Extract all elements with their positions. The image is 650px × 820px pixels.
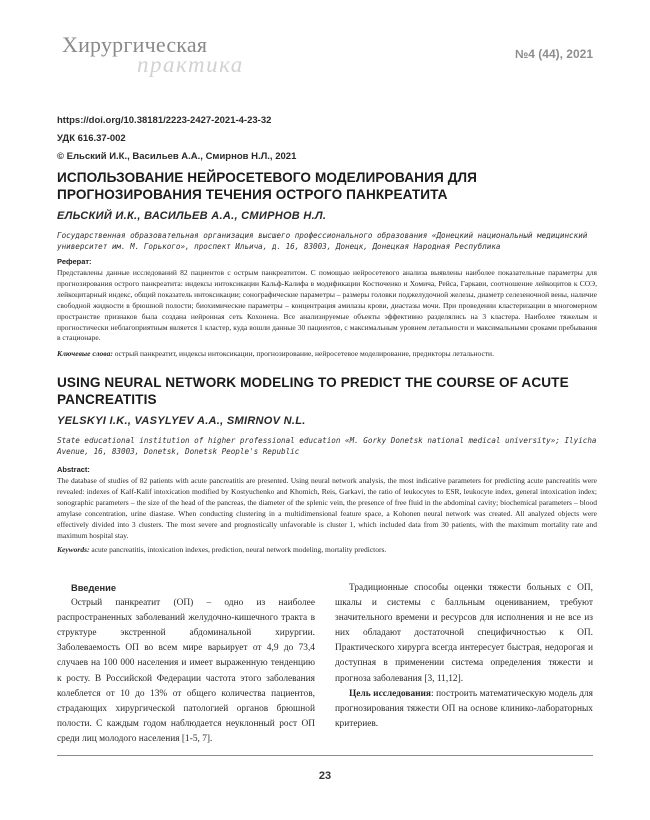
footer-rule [57,755,593,756]
affiliation-russian: Государственная образовательная организация высшего профессионального образования «Донецкий национальный медицинский университет им. М. Горького», проспект Ильича, д. 16, 83003, Донецк, Донецкая Народная Республика [57,231,588,251]
aim-label: Цель исследования [349,688,432,699]
journal-logo [57,30,244,80]
abstract-russian: Представлены данные исследований 82 пациентов с острым панкреатитом. С помощью нейросетевого анализа выявлены наиболее показательные параметры для прогнозирования острого панкреатита: индексы интоксикации Кальф-Калифа в модификации Костюченко и Хомича, Рейса, Гаркави, соотношение лейкоцитов к СОЭ, лейкоцитарный индекс, общий показатель интоксикации; сонографические параметры – размеры головки поджелудочной железы, диаметр селезеночной вены, наличие свободной жидкости в брюшной полости; биохимические параметры – концентрация амилазы крови, диастазы мочи. При проведении кластеризации в многомерном пространстве признаков была создана нейронная сеть Кохонена. Все анализируемые объекты эффективно разделялись на 3 кластера. Наиболее тяжелым и прогностически неблагоприятным является 1 кластер, куда вошли данные 30 пациентов, с максимальным уровнем летальности и максимальными сроками пребывания в стационаре. [57,268,597,343]
authors-russian: ЕЛЬСКИЙ И.К., ВАСИЛЬЕВ А.А., СМИРНОВ Н.Л. [57,210,327,222]
intro-heading: Введение [71,583,117,593]
aim-text: : построить математическую модель для прогнозирования тяжести ОП на основе клинико-лабораторных критериев. [335,688,593,729]
affiliation-english: State educational institution of higher professional education «M. Gorky Donetsk national medical university»; Ilyicha Avenue, 16, 83003, Donetsk, Donetsk People's Republic [57,436,597,456]
doi-link[interactable]: https://doi.org/10.38181/2223-2427-2021-4-23-32 [57,115,272,126]
title-english: USING NEURAL NETWORK MODELING TO PREDICT THE COURSE OF ACUTE PANCREATITIS [57,375,569,407]
keywords-label-english: Keywords: [57,545,90,554]
keywords-text-russian: острый панкреатит, индексы интоксикации, прогнозирование, нейросетевое моделирование, предикторы летальности. [114,349,494,358]
right-column [335,581,593,732]
keywords-text-english: acute pancreatitis, intoxication indexes, prediction, neural network modeling, mortality predictors. [91,545,387,554]
authors-english: YELSKYI I.K., VASYLYEV A.A., SMIRNOV N.L. [57,415,306,427]
page-number: 23 [318,770,332,782]
left-column [57,581,315,747]
copyright: © Ельский И.К., Васильев А.А., Смирнов Н.Л., 2021 [57,151,297,162]
title-russian: ИСПОЛЬЗОВАНИЕ НЕЙРОСЕТЕВОГО МОДЕЛИРОВАНИЯ ДЛЯ ПРОГНОЗИРОВАНИЯ ТЕЧЕНИЯ ОСТРОГО ПАНКРЕАТИТА [57,170,477,202]
keywords-russian [57,349,597,360]
abstract-english: The database of studies of 82 patients with acute pancreatitis are presented. Using neural network analysis, the most indicative parameters for predicting acute pancreatitis were revealed: indexes of Kalf-Kalif intoxication modified by Kostyuchenko and Khomich, Reis, Garkavi, the ratio of leukocytes to ESR, leukocyte index, general intoxication index; sonographic parameters – the size of the head of the pancreas, the diameter of the splenic vein, the presence of free fluid in the abdominal cavity; biochemical parameters – blood amylase concentration, urine diastase. When conducting clustering in a multidimensional feature space, a Kohonen neural network was created. All analyzed objects were effectively divided into 3 clusters. The most severe and prognostically unfavorable is cluster 1, which included data from 30 patients, with the maximum mortality rate and maximum hospital stay. [57,476,597,540]
udc-code: УДК 616.37-002 [57,133,126,144]
right-paragraph-1: Традиционные способы оценки тяжести больных с ОП, шкалы и системы с балльным оцениванием, требуют значительного времени и ресурсов для исполнения и не все из них обладают достаточной специфичностью к ОП. Практического хирурга всегда интересует быстрая, недорогая и доступная в применении система определения тяжести и прогноза заболевания [3, 11,12]. [335,583,593,684]
keywords-english [57,545,597,556]
issue-number: №4 (44), 2021 [514,47,593,61]
logo-title-text: Хирургическая [62,32,208,57]
aim-paragraph [335,687,593,732]
abstract-label-russian: Реферат: [57,257,92,266]
keywords-label-russian: Ключевые слова: [57,349,113,358]
intro-paragraph: Острый панкреатит (ОП) – одно из наиболее распространенных заболеваний желудочно-кишечного тракта в структуре экстренной абдоминальной хирургии. Заболеваемость ОП во всем мире варьирует от 4,9 до 73,4 случаев на 100 000 населения и имеет выраженную тенденцию к росту. В Российской Федерации частота этого заболевания колеблется от 10 до 13% от общего количества пациентов, страдающих хирургической патологией органов брюшной полости. С каждым годом наблюдается неуклонный рост ОП среди лиц молодого населения [1-5, 7]. [57,598,315,744]
logo-script-text: практика [137,52,244,77]
abstract-label-english: Abstract: [57,465,90,474]
